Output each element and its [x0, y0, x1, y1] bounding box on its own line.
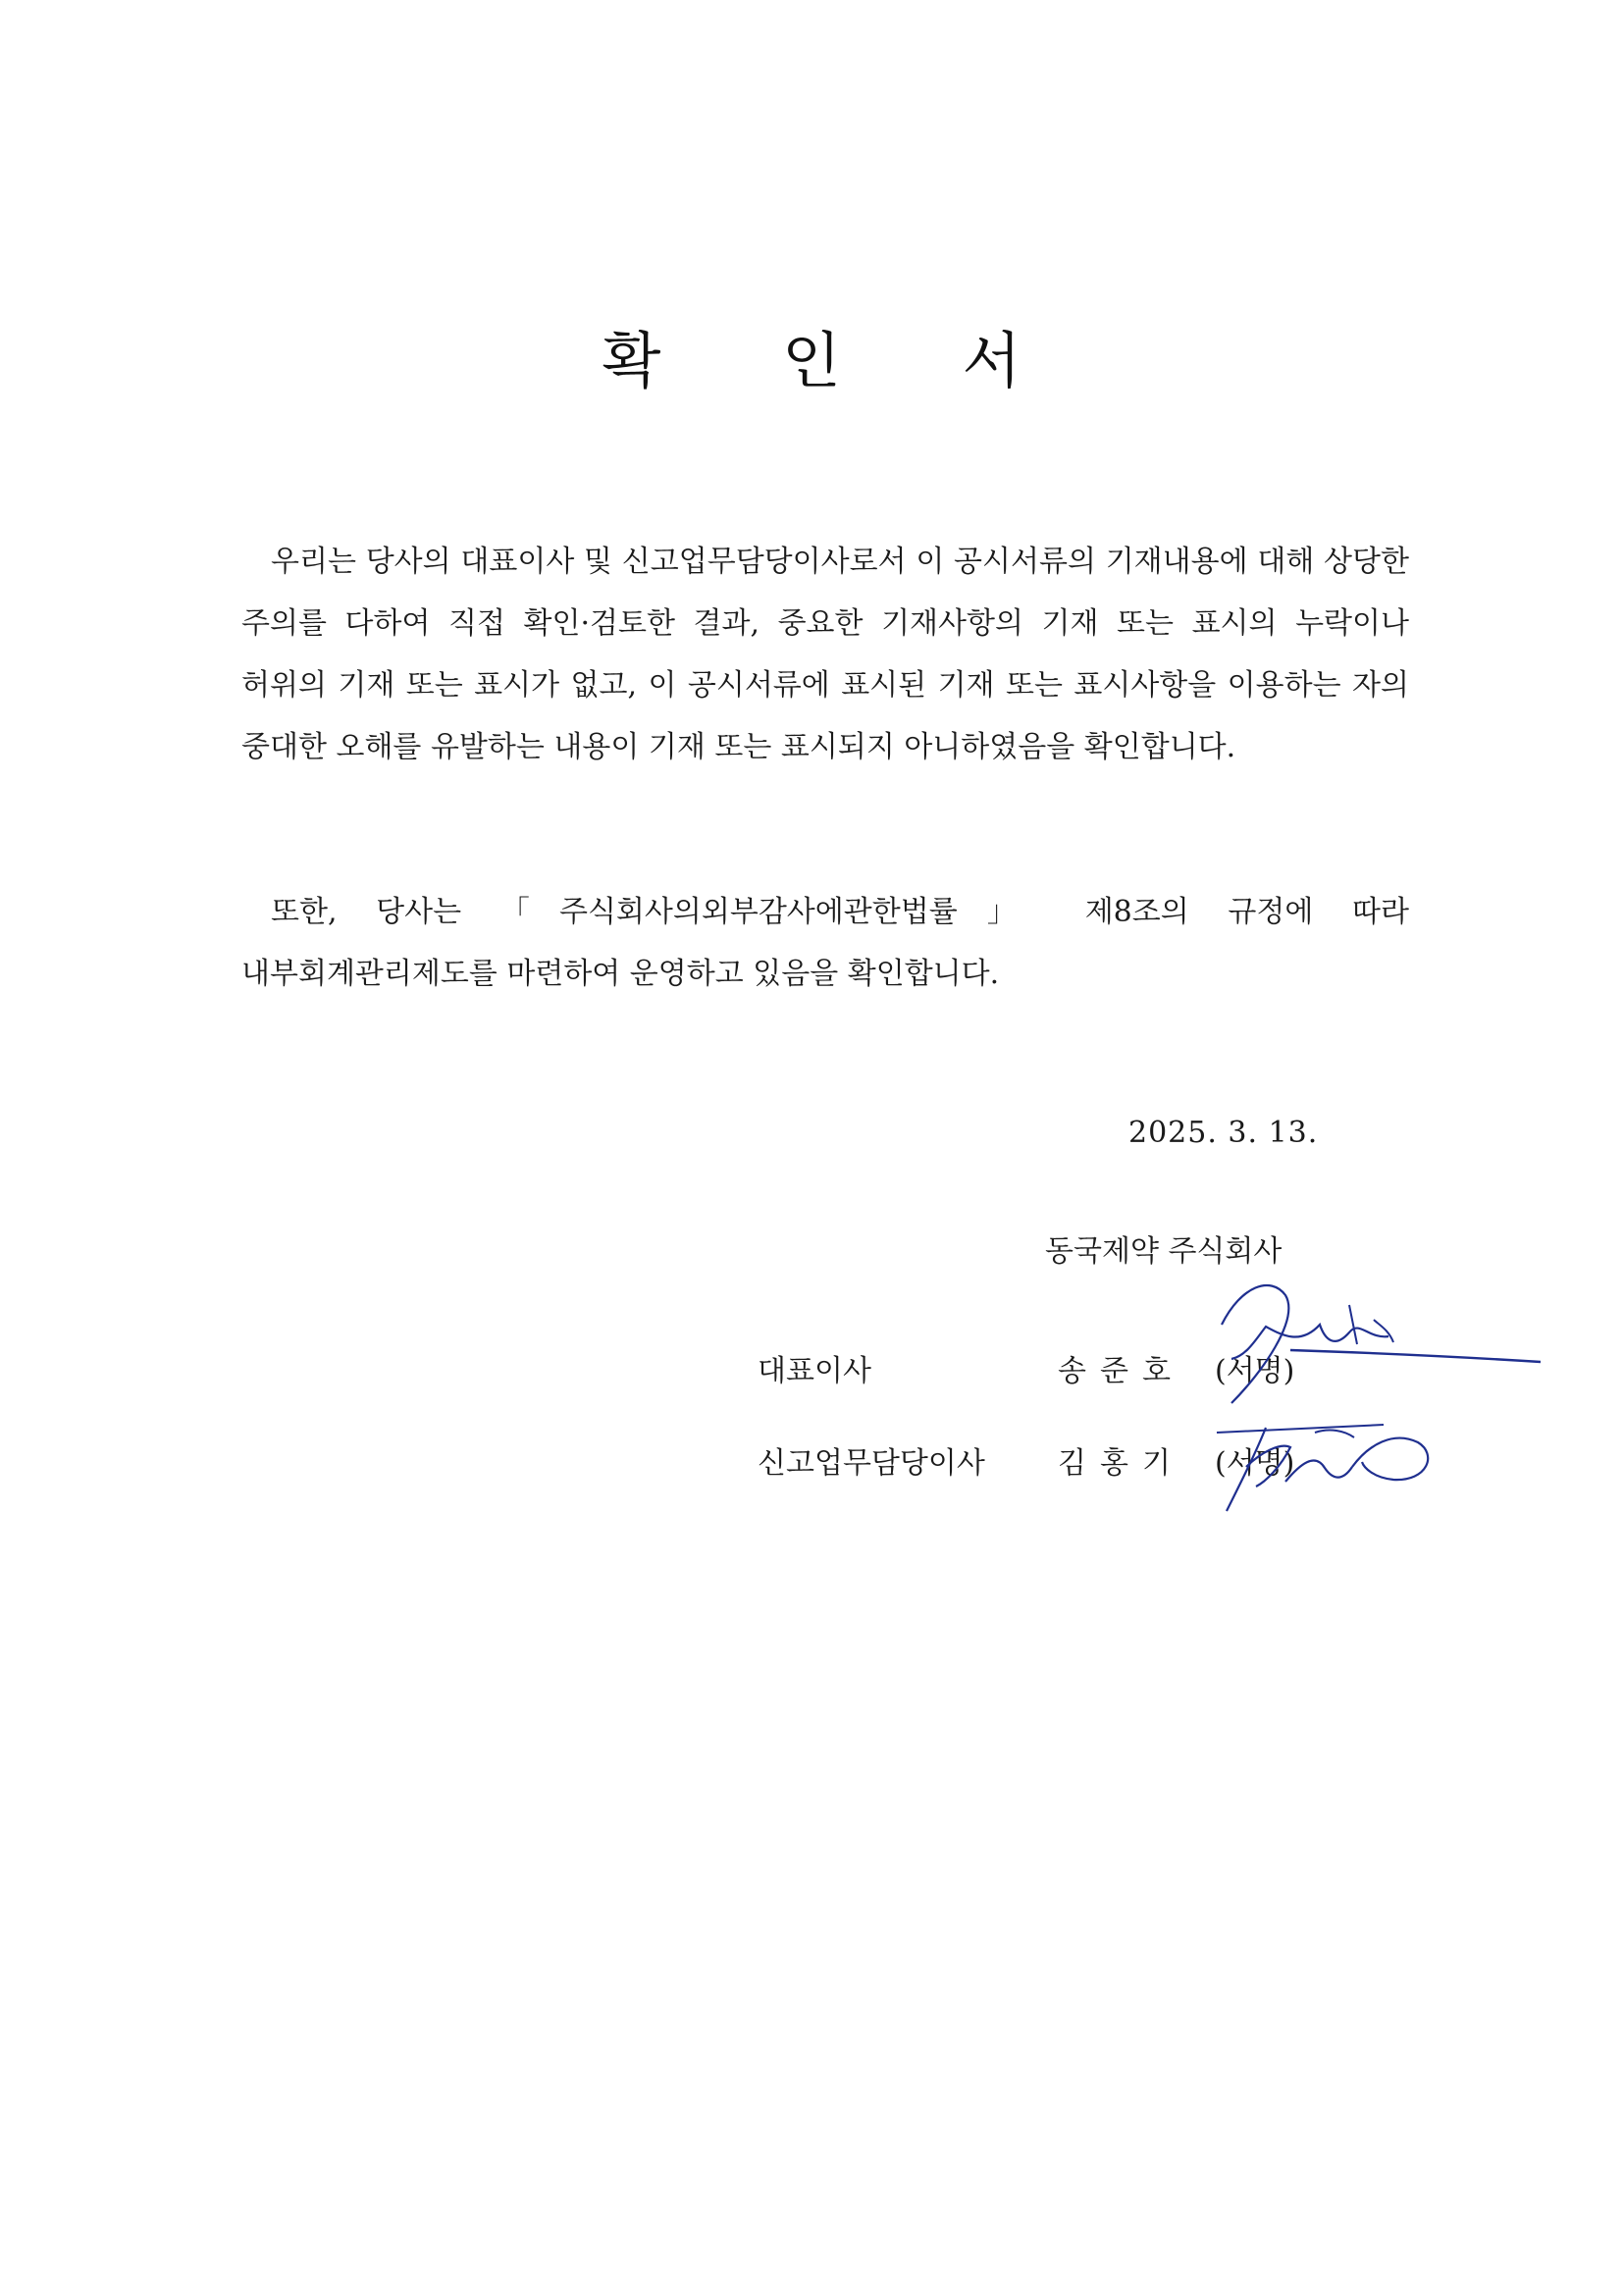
signatory-role: 대표이사 [758, 1354, 871, 1388]
internal-control-paragraph: 또한, 당사는 「주식회사의외부감사에관한법률」 제8조의 규정에 따라 내부회계관리제도를 마련하여 운영하고 있음을 확인합니다. [241, 895, 1409, 991]
signature-stroke [1374, 1320, 1393, 1342]
document-date: 2025. 3. 13. [1128, 1116, 1319, 1150]
signature-stroke [1349, 1305, 1357, 1344]
signatory-role: 신고업무담당이사 [758, 1446, 985, 1481]
signatory-name: 송준호 [1058, 1354, 1184, 1388]
signature-stroke [1217, 1425, 1384, 1433]
signature-label: (서명) [1215, 1354, 1295, 1388]
company-name: 동국제약 주식회사 [1045, 1234, 1283, 1269]
signature-label: (서명) [1215, 1446, 1295, 1481]
signatory-row-disclosure-officer [0, 1438, 1623, 1487]
confirmation-paragraph: 우리는 당사의 대표이사 및 신고업무담당이사로서 이 공시서류의 기재내용에 대해 상당한 주의를 다하여 직접 확인·검토한 결과, 중요한 기재사항의 기재 또는 표시의 누락이나 허위의 기재 또는 표시가 없고, 이 공시서류에 표시된 기재 또는 표시사항을 이용하는 자의 중대한 오해를 유발하는 내용이 기재 또는 표시되지 아니하였음을 확인합니다. [241, 545, 1409, 764]
signatory-row-ceo [0, 1346, 1623, 1395]
signature-stroke [1315, 1431, 1354, 1437]
document-title: 확 인 서 [602, 325, 1073, 396]
signatory-name: 김홍기 [1058, 1446, 1184, 1481]
